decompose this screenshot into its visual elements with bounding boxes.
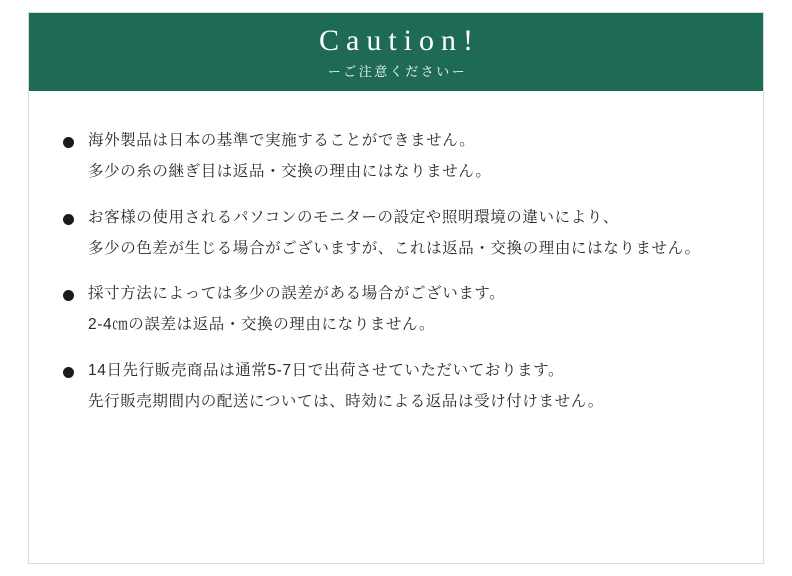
filled-circle-icon bbox=[63, 367, 74, 378]
notice-first-line bbox=[63, 359, 729, 382]
list-item bbox=[63, 206, 729, 261]
notice-line: 14日先行販売商品は通常5-7日で出荷させていただいております。 bbox=[88, 361, 565, 379]
list-item bbox=[63, 282, 729, 337]
caution-header bbox=[29, 13, 763, 91]
caution-card bbox=[28, 12, 764, 564]
notice-line: お客様の使用されるパソコンのモニターの設定や照明環境の違いにより、 bbox=[88, 208, 619, 226]
filled-circle-icon bbox=[63, 290, 74, 301]
notice-list bbox=[29, 91, 763, 435]
notice-first-line bbox=[63, 282, 729, 305]
notice-line: 先行販売期間内の配送については、時効による返品は受け付けません。 bbox=[88, 392, 604, 410]
notice-line: 海外製品は日本の基準で実施することができません。 bbox=[88, 132, 476, 149]
list-item bbox=[63, 359, 729, 414]
page-subtitle: ーご注意くださいー bbox=[327, 64, 468, 79]
notice-first-line bbox=[63, 129, 729, 152]
notice-line: 多少の色差が生じる場合がございますが、これは返品・交換の理由にはなりません。 bbox=[88, 239, 701, 257]
filled-circle-icon bbox=[63, 137, 74, 148]
notice-line: 2-4㎝の誤差は返品・交換の理由になりません。 bbox=[88, 316, 436, 334]
filled-circle-icon bbox=[63, 214, 74, 225]
notice-first-line bbox=[63, 206, 729, 229]
page-title: Caution! bbox=[319, 24, 480, 57]
list-item bbox=[63, 129, 729, 184]
notice-line: 多少の糸の継ぎ目は返品・交換の理由にはなりません。 bbox=[88, 163, 492, 181]
notice-line: 採寸方法によっては多少の誤差がある場合がございます。 bbox=[88, 285, 506, 302]
